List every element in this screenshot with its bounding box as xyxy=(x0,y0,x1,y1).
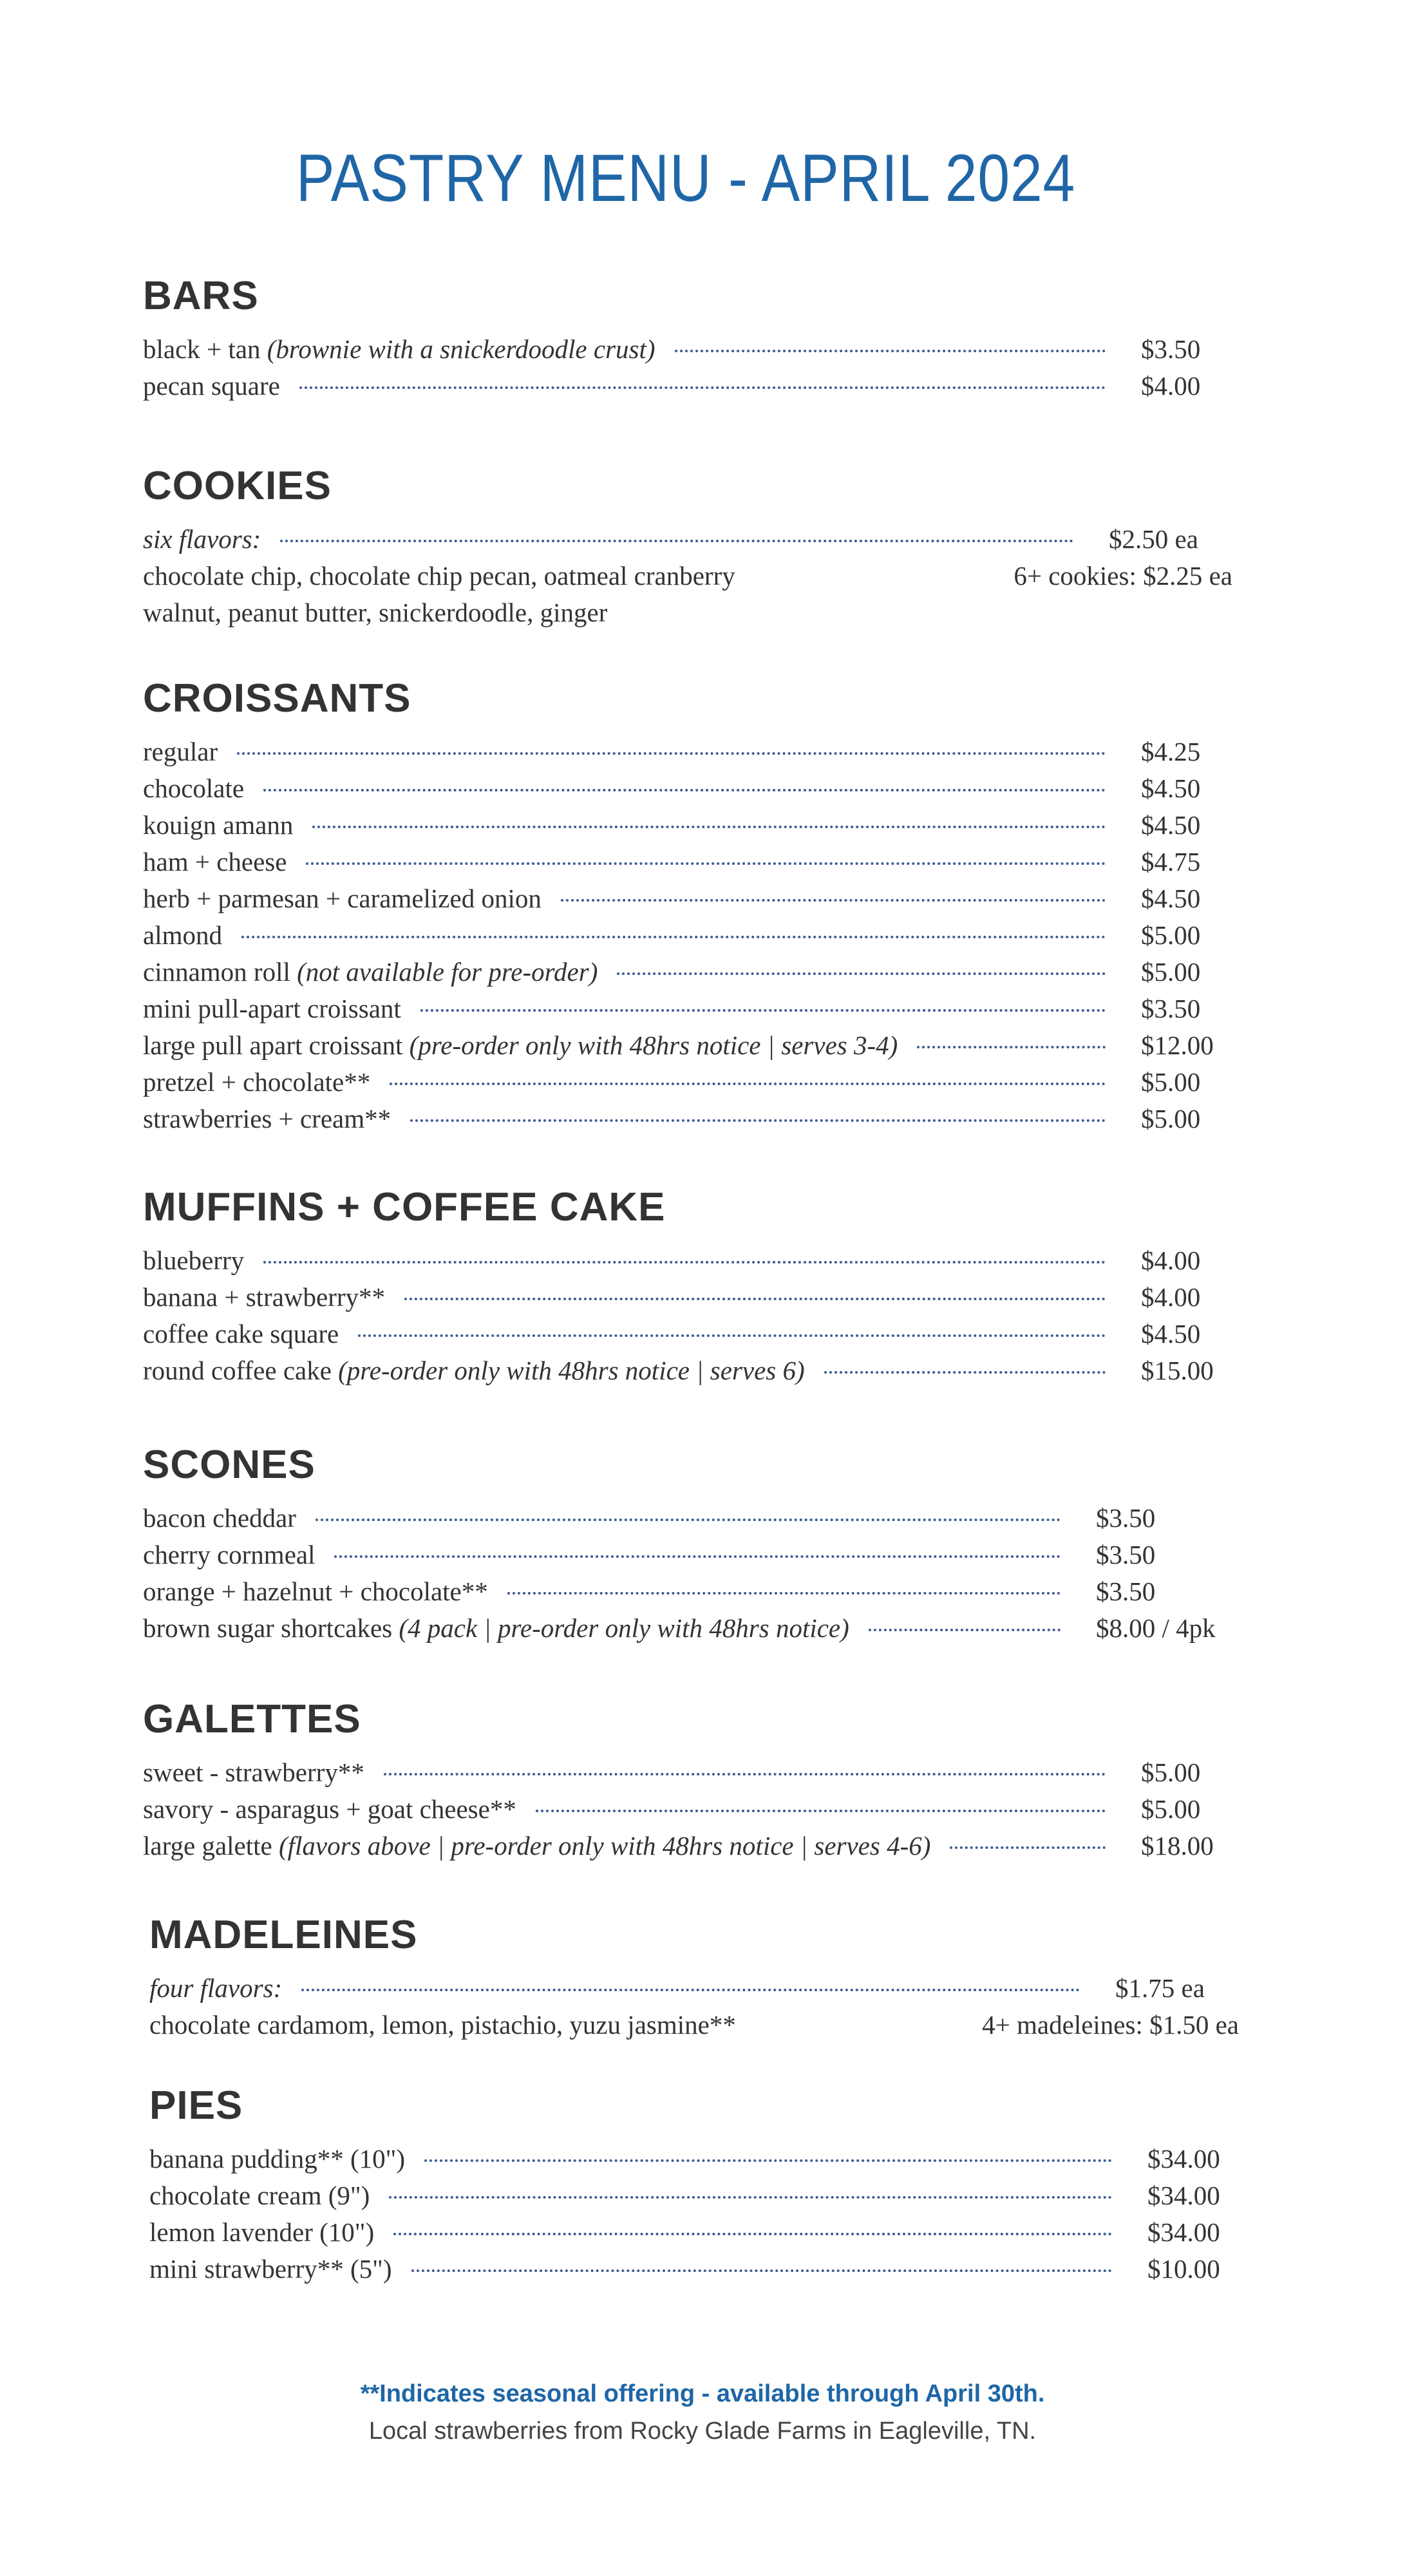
item-name xyxy=(143,331,655,368)
section-heading: BARS xyxy=(143,274,259,318)
item-title: herb + parmesan + caramelized onion xyxy=(143,884,542,913)
section-pies xyxy=(149,2080,1244,2287)
flavor-list: walnut, peanut butter, snickerdoodle, ginger xyxy=(143,598,608,627)
item-title: large pull apart croissant xyxy=(143,1030,410,1060)
item-title: ham + cheese xyxy=(143,847,287,876)
item-title: banana + strawberry** xyxy=(143,1282,386,1312)
dot-leader xyxy=(389,2196,1112,2199)
item-price: $34.00 xyxy=(1147,2217,1220,2247)
menu-item xyxy=(143,807,1238,844)
menu-item xyxy=(149,1970,1244,2007)
section-cookies xyxy=(143,460,1238,631)
flavor-list: chocolate cardamom, lemon, pistachio, yuzu jasmine** xyxy=(149,2010,736,2040)
menu-item xyxy=(143,1101,1238,1137)
item-price: $5.00 xyxy=(1141,1104,1201,1133)
item-title: savory - asparagus + goat cheese** xyxy=(143,1794,516,1824)
item-price: $5.00 xyxy=(1141,1067,1201,1097)
menu-item xyxy=(143,1573,1238,1610)
item-note: (not available for pre-order) xyxy=(297,957,598,987)
item-title: cinnamon roll xyxy=(143,957,297,987)
dot-leader xyxy=(561,899,1106,902)
item-price: $12.00 xyxy=(1141,1030,1214,1060)
menu-item xyxy=(143,331,1238,368)
item-name xyxy=(143,1242,244,1279)
item-price: $4.75 xyxy=(1141,847,1201,876)
dot-leader xyxy=(824,1371,1106,1374)
dot-leader xyxy=(917,1046,1106,1048)
item-price: $4.50 xyxy=(1141,810,1201,840)
item-price: $1.75 ea xyxy=(1115,1973,1205,2003)
dot-leader xyxy=(617,972,1106,975)
item-price: $5.00 xyxy=(1141,1757,1201,1787)
section-heading: SCONES xyxy=(143,1443,316,1487)
section-heading: PIES xyxy=(149,2083,243,2128)
menu-item xyxy=(143,1791,1238,1828)
item-price: $4.00 xyxy=(1141,371,1201,401)
section-madeleines xyxy=(149,1909,1244,2043)
dot-leader xyxy=(869,1629,1061,1631)
item-name xyxy=(149,2214,374,2251)
item-name xyxy=(143,1500,296,1537)
item-name xyxy=(143,1610,849,1647)
bulk-price: 4+ madeleines: $1.50 ea xyxy=(982,2010,1239,2040)
dot-leader xyxy=(675,350,1106,352)
dot-leader xyxy=(411,2269,1112,2272)
item-title: mini strawberry** (5") xyxy=(149,2254,392,2284)
item-title: lemon lavender (10") xyxy=(149,2217,375,2247)
item-name xyxy=(149,2141,405,2177)
dot-leader xyxy=(420,1009,1106,1012)
item-name xyxy=(143,368,280,404)
item-price: $34.00 xyxy=(1147,2181,1220,2210)
section-heading: MUFFINS + COFFEE CAKE xyxy=(143,1185,666,1229)
bulk-price: 6+ cookies: $2.25 ea xyxy=(1014,561,1232,591)
item-price: $2.50 ea xyxy=(1109,524,1198,554)
menu-item xyxy=(143,880,1238,917)
menu-item xyxy=(149,2251,1244,2287)
item-title: large galette xyxy=(143,1831,279,1861)
menu-item xyxy=(143,1242,1238,1279)
item-title: chocolate cream (9") xyxy=(149,2181,370,2210)
item-name xyxy=(143,1573,488,1610)
dot-leader xyxy=(384,1773,1106,1776)
menu-item xyxy=(143,990,1238,1027)
item-price: $3.50 xyxy=(1096,1540,1156,1569)
flavor-list: chocolate chip, chocolate chip pecan, oatmeal cranberry xyxy=(143,561,735,591)
item-name xyxy=(143,917,222,954)
menu-item xyxy=(143,954,1238,990)
section-croissants xyxy=(143,673,1238,1137)
item-title: orange + hazelnut + chocolate** xyxy=(143,1577,488,1606)
menu-item xyxy=(143,1279,1238,1316)
item-title: bacon cheddar xyxy=(143,1503,296,1533)
dot-leader xyxy=(301,1989,1080,1991)
item-name xyxy=(143,770,244,807)
menu-item xyxy=(143,521,1238,558)
item-name xyxy=(143,954,598,990)
item-title: round coffee cake xyxy=(143,1356,339,1385)
item-price: $5.00 xyxy=(1141,1794,1201,1824)
dot-leader xyxy=(334,1555,1061,1558)
item-price: $3.50 xyxy=(1141,334,1201,364)
section-heading: COOKIES xyxy=(143,464,332,508)
item-name xyxy=(149,2251,392,2287)
item-title: cherry cornmeal xyxy=(143,1540,316,1569)
dot-leader xyxy=(507,1592,1061,1595)
item-name xyxy=(143,1316,339,1352)
dot-leader xyxy=(280,540,1073,542)
item-name xyxy=(143,990,401,1027)
item-title: pretzel + chocolate** xyxy=(143,1067,371,1097)
item-title: kouign amann xyxy=(143,810,294,840)
item-title: chocolate xyxy=(143,773,245,803)
section-heading: CROISSANTS xyxy=(143,676,411,721)
dot-leader xyxy=(241,936,1106,938)
farm-note: Local strawberries from Rocky Glade Farms in Eagleville, TN. xyxy=(368,2418,1037,2445)
section-muffins xyxy=(143,1182,1238,1389)
item-note: (pre-order only with 48hrs notice | serves 6) xyxy=(338,1356,805,1385)
item-title: coffee cake square xyxy=(143,1319,339,1349)
menu-item xyxy=(149,2177,1244,2214)
item-note: (pre-order only with 48hrs notice | serves 3-4) xyxy=(409,1030,898,1060)
item-note: (4 pack | pre-order only with 48hrs notice) xyxy=(399,1613,849,1643)
dot-leader xyxy=(312,826,1106,828)
section-heading: GALETTES xyxy=(143,1697,361,1741)
item-price: $4.50 xyxy=(1141,773,1201,803)
menu-item xyxy=(143,917,1238,954)
dot-leader xyxy=(358,1334,1106,1337)
menu-item xyxy=(143,1316,1238,1352)
item-price: $34.00 xyxy=(1147,2144,1220,2174)
menu-item xyxy=(149,2214,1244,2251)
dot-leader xyxy=(306,862,1106,865)
item-price: $4.50 xyxy=(1141,1319,1201,1349)
menu-item xyxy=(143,1027,1238,1064)
item-name xyxy=(143,1101,391,1137)
item-title: banana pudding** (10") xyxy=(149,2144,406,2174)
item-title: almond xyxy=(143,920,222,950)
item-name xyxy=(143,807,293,844)
item-note: (flavors above | pre-order only with 48hrs notice | serves 4-6) xyxy=(278,1831,931,1861)
item-price: $4.00 xyxy=(1141,1282,1201,1312)
item-price: $4.25 xyxy=(1141,737,1201,766)
section-galettes xyxy=(143,1694,1238,1864)
item-name xyxy=(143,880,542,917)
item-title: black + tan xyxy=(143,334,267,364)
dot-leader xyxy=(404,1298,1106,1300)
item-price: $5.00 xyxy=(1141,957,1201,987)
dot-leader xyxy=(299,386,1106,389)
dot-leader xyxy=(237,752,1106,755)
item-price: $15.00 xyxy=(1141,1356,1214,1385)
dot-leader xyxy=(424,2159,1112,2162)
menu-item xyxy=(149,2141,1244,2177)
menu-item xyxy=(143,770,1238,807)
item-title: brown sugar shortcakes xyxy=(143,1613,399,1643)
item-label: six flavors: xyxy=(143,524,261,554)
item-name xyxy=(143,1027,898,1064)
section-bars xyxy=(143,270,1238,404)
seasonal-note: **Indicates seasonal offering - available through April 30th. xyxy=(360,2380,1045,2407)
item-title: strawberries + cream** xyxy=(143,1104,391,1133)
item-price: $5.00 xyxy=(1141,920,1201,950)
item-price: $18.00 xyxy=(1141,1831,1214,1861)
dot-leader xyxy=(316,1519,1061,1521)
item-label: four flavors: xyxy=(149,1973,283,2003)
item-price: $10.00 xyxy=(1147,2254,1220,2284)
item-name xyxy=(143,734,218,770)
item-note: (brownie with a snickerdoodle crust) xyxy=(267,334,655,364)
menu-item xyxy=(143,1754,1238,1791)
item-name xyxy=(143,1064,370,1101)
menu-item xyxy=(143,1610,1238,1647)
section-heading: MADELEINES xyxy=(149,1913,418,1957)
menu-item xyxy=(143,844,1238,880)
item-price: $3.50 xyxy=(1096,1503,1156,1533)
item-price: $4.00 xyxy=(1141,1245,1201,1275)
dot-leader xyxy=(263,1261,1106,1264)
item-title: sweet - strawberry** xyxy=(143,1757,364,1787)
flavor-line xyxy=(143,558,1238,594)
item-title: regular xyxy=(143,737,218,766)
item-name xyxy=(143,1352,805,1389)
item-name xyxy=(143,1791,516,1828)
item-title: mini pull-apart croissant xyxy=(143,994,401,1023)
menu-title: PASTRY MENU - APRIL 2024 xyxy=(296,141,1076,216)
dot-leader xyxy=(950,1846,1106,1849)
dot-leader xyxy=(410,1119,1106,1122)
item-name xyxy=(143,1828,930,1864)
dot-leader xyxy=(536,1810,1106,1812)
item-title: pecan square xyxy=(143,371,280,401)
menu-item xyxy=(143,1500,1238,1537)
menu-item xyxy=(143,368,1238,404)
item-price: $8.00 / 4pk xyxy=(1096,1613,1216,1643)
flavor-line xyxy=(149,2007,1244,2043)
menu-item xyxy=(143,1828,1238,1864)
item-name xyxy=(143,1754,364,1791)
menu-footer xyxy=(0,2375,1405,2450)
item-name xyxy=(143,1279,385,1316)
dot-leader xyxy=(263,789,1106,791)
item-title: blueberry xyxy=(143,1245,245,1275)
item-price: $3.50 xyxy=(1096,1577,1156,1606)
menu-item xyxy=(143,734,1238,770)
item-price: $3.50 xyxy=(1141,994,1201,1023)
item-name xyxy=(149,2177,370,2214)
item-price: $4.50 xyxy=(1141,884,1201,913)
section-scones xyxy=(143,1439,1238,1647)
flavor-line xyxy=(143,594,1238,631)
dot-leader xyxy=(393,2233,1112,2235)
item-name xyxy=(143,1537,315,1573)
menu-item xyxy=(143,1352,1238,1389)
menu-item xyxy=(143,1064,1238,1101)
menu-item xyxy=(143,1537,1238,1573)
dot-leader xyxy=(390,1083,1106,1085)
item-name xyxy=(143,844,287,880)
